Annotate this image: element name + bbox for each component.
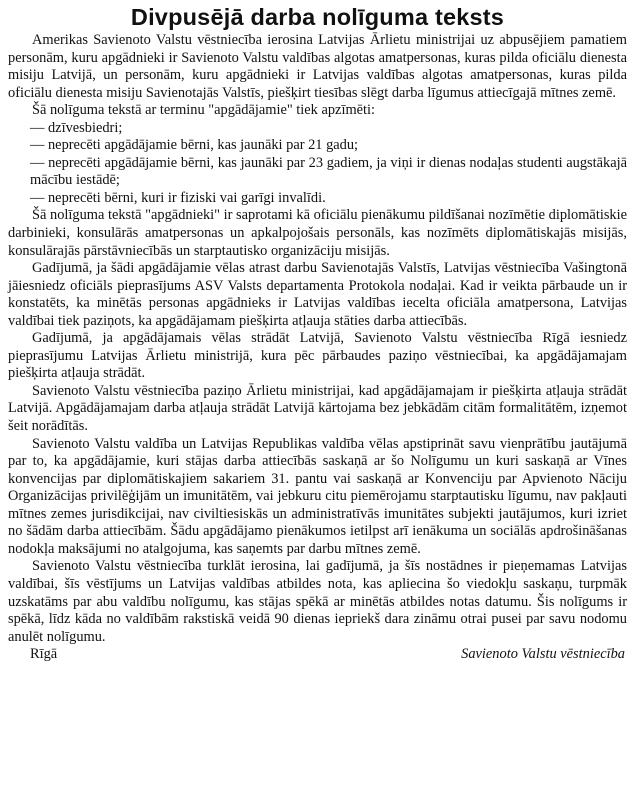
footer-signatory: Savienoto Valstu vēstniecība: [461, 646, 625, 663]
document-title: Divpusējā darba nolīguma teksts: [130, 4, 505, 30]
paragraph-work-in-latvia: Gadījumā, ja apgādājamais vēlas strādāt Latvijā, Savienoto Valstu vēstniecība Rīgā iesniedz pieprasījumu Latvijas Ārlietu ministrijā, kura pēc pārbaudes paziņo vēstniecībai, ka apgādājamajam piešķirta atļauja strādāt.: [8, 330, 627, 382]
paragraph-entry-into-force: Savienoto Valstu vēstniecība turklāt ierosina, lai gadījumā, ja šīs nostādnes ir pieņemamas Latvijas valdībai, šīs vēstījums un Latvijas valdības atbildes nota, kas apliecina šo viedokļu saskaņu, turpmāk uzskatāms par abu valdību nolīgumu, kas stājas spēkā ar minētās atbildes notas datumu. Šis nolīgums ir spēkā, līdz kāda no valdībām rakstiskā veidā 90 dienas iepriekš dara zināmu otrai pusei par savu nodomu anulēt nolīgumu.: [8, 558, 627, 645]
paragraph-definition-providers: Šā nolīguma tekstā "apgādnieki" ir saprotami kā oficiālu pienākumu pildīšanai nozīmētie diplomātiskie darbinieki, konsulārās amatpersonas un apkalpojošais personāls, kas nozīmēts diplomātiskajās misijās, konsulārajās pārstāvniecībās un starptautisko organizāciju misijās.: [8, 207, 627, 259]
list-item: — neprecēti apgādājamie bērni, kas jaunāki par 23 gadiem, ja viņi ir dienas nodaļas studenti augstākajā mācību iestādē;: [30, 154, 627, 189]
list-item: — neprecēti apgādājamie bērni, kas jaunāki par 21 gadu;: [30, 137, 359, 154]
document-footer: [8, 646, 627, 664]
document-body: [8, 32, 627, 646]
list-item: — dzīvesbiedri;: [30, 119, 123, 136]
footer-place: Rīgā: [30, 646, 58, 663]
paragraph-definition-dependents: Šā nolīguma tekstā ar terminu "apgādājamie" tiek apzīmēti:: [32, 102, 376, 119]
paragraph-notification: Savienoto Valstu vēstniecība paziņo Ārlietu ministrijai, kad apgādājamajam ir piešķirta atļauja strādāt Latvijā. Apgādājamajam darba atļauja strādāt Latvijā kārtojama bez jebkādām citām formalitātēm, izņemot šeit norādītās.: [8, 382, 627, 435]
paragraph-immunity: Savienoto Valstu valdība un Latvijas Republikas valdība vēlas apstiprināt savu vienprātību jautājumā par to, ka apgādājamie, kuri stājas darba attiecībās saskaņā ar šo Nolīgumu un kuri saskaņā ar Vīnes konvencijas par diplomātiskajiem sakariem 31. pantu vai saskaņā ar Konvenciju par Apvienoto Nāciju Organizācijas privilēģijām un imunitātēm, vai jebkuru citu piemērojamu starptautisku līgumu, nav pakļauti mītnes zemes jurisdikcijai, nav civiltiesiskās un administratīvās imunitātes subjekti jautājumos, kuri izriet no šādām darba attiecībām. Šādu apgādājamo pienākumos ietilpst arī ienākuma un sociālās apdrošināšanas nodokļa maksājumi no atalgojuma, kas saņemts par darbu mītnes zemē.: [8, 435, 627, 557]
paragraph-proposal: Amerikas Savienoto Valstu vēstniecība ierosina Latvijas Ārlietu ministrijai uz abpusējiem pamatiem personām, kuru apgādnieki ir Savienoto Valstu valdības algotas amatpersonas, kuras pilda oficiālu dienesta misiju Latvijā, un personām, kuru apgādnieki ir Latvijas valdības algotas amatpersonas, kuras pilda oficiālu dienesta misiju Savienotajās Valstīs, piešķirt tiesības slēgt darba līgumus attiecīgajā mītnes zemē.: [8, 32, 627, 101]
list-item: — neprecēti bērni, kuri ir fiziski vai garīgi invalīdi.: [30, 189, 326, 206]
paragraph-work-in-us: Gadījumā, ja šādi apgādājamie vēlas atrast darbu Savienotajās Valstīs, Latvijas vēstniecība Vašingtonā jāiesniedz oficiāls pieprasījums ASV Valsts departamenta Protokola nodaļai. Kad ir veikta pārbaude un ir konstatēts, ka minētās personas apgādnieks ir Latvijas valdības iecelta oficiāla amatpersona, Latvijas valdībai tiek paziņots, ka apgādājamam piešķirta atļauja stāties darba attiecībās.: [8, 260, 627, 329]
